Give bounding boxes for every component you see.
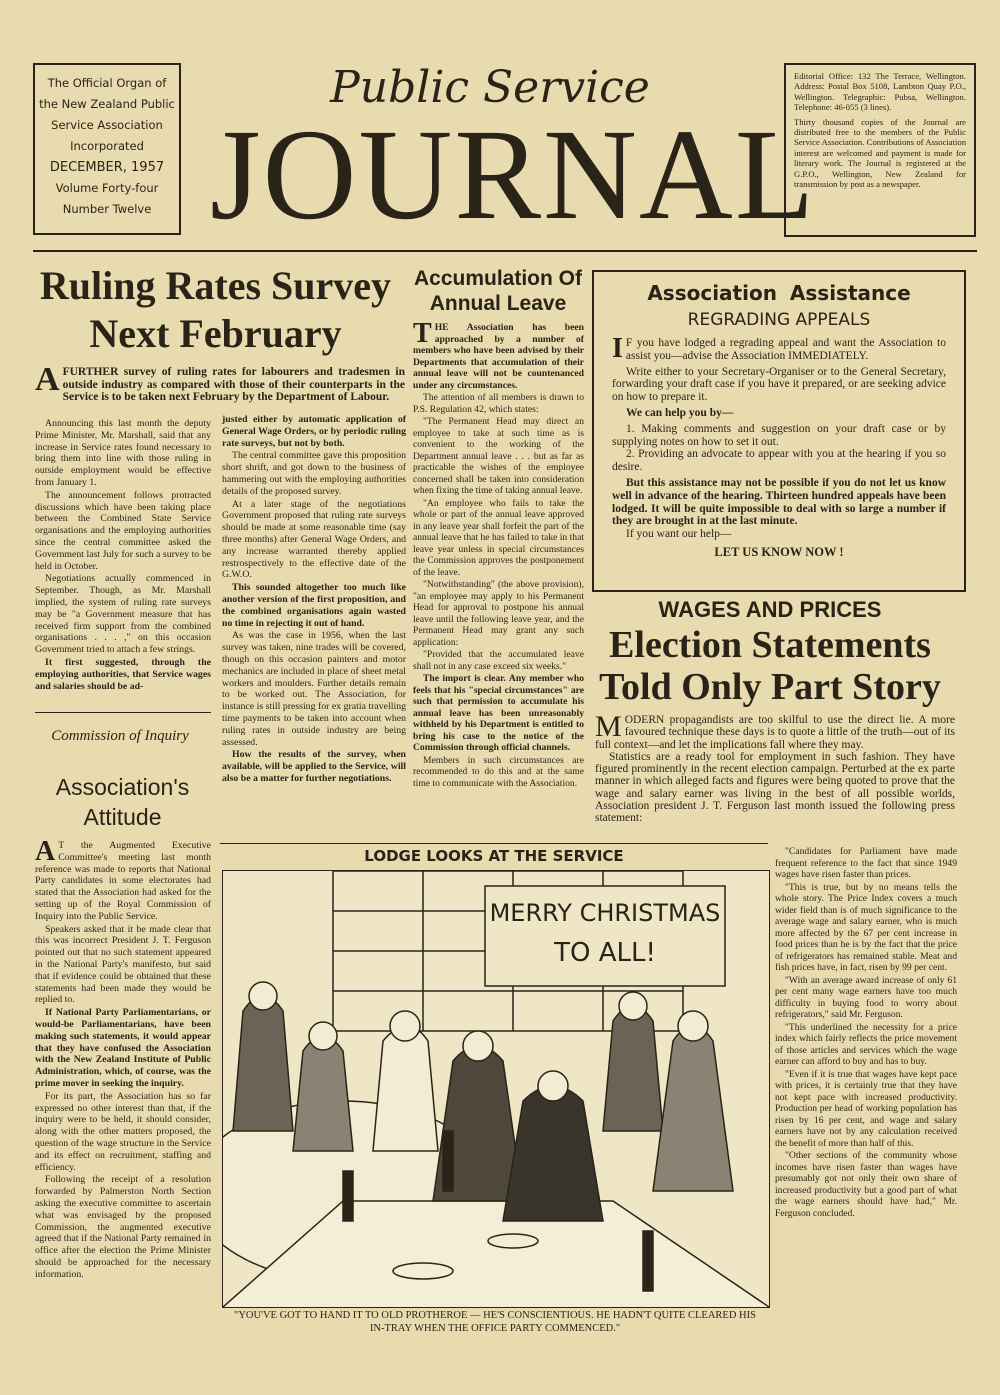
number: Number Twelve xyxy=(62,202,152,216)
masthead-line: The Official Organ of xyxy=(47,76,167,90)
paragraph: This sounded altogether too much like another version of the first proposition, and the combined organisations again wasted no time in rejecting it out of hand. xyxy=(222,582,406,629)
masthead-info-box xyxy=(33,63,181,235)
drop-cap: A xyxy=(35,836,56,867)
headline-line: Next February xyxy=(89,311,342,356)
title-top: Public Service xyxy=(330,62,650,113)
paragraph-text: F you have lodged a regrading appeal and want the Association to assist you—advise the Association IMMEDIATELY. xyxy=(625,337,946,362)
paragraph: "The Permanent Head may direct an employee to take at such time as is convenient to the working of the Department annual leave . . . but as far as practicable the wishes of the employee concerned shall be taken into consideration when fixing the time of taking annual leave. xyxy=(413,416,584,496)
paragraph: "Candidates for Parliament have made frequent reference to the fact that since 1949 wages have risen faster than prices. xyxy=(775,846,957,880)
paragraph: If National Party Parliamentarians, or would-be Parliamentarians, have been making such statements, it would appear that they have confused the Association with the New Zealand Institute of Public Administration, which, of course, was the prime mover in seeking the inquiry. xyxy=(35,1007,211,1089)
drop-cap: M xyxy=(595,710,622,743)
headline-line: Told Only Part Story xyxy=(599,666,941,708)
assistance-body xyxy=(612,333,946,559)
distribution-note: Thirty thousand copies of the Journal are distributed free to the members of the Public Service Association. Contributions of Association interest are welcomed and payment is made for literary work. The Journal is registered at the G.P.O., Wellington, New Zealand for transmission by post as a newspaper. xyxy=(794,116,966,190)
paragraph: How the results of the survey, when available, will be applied to the Service, will also be a matter for further negotiations. xyxy=(222,749,406,784)
editorial-address: Editorial Office: 132 The Terrace, Wellington. Address: Postal Box 5108, Lambton Quay P.O., Wellington. Telegraphic: Pubsa, Wellington. Telephone: 46-055 (3 lines). xyxy=(794,71,966,113)
paragraph: For its part, the Association has so far expressed no other interest than that, if the inquiry were to be held, it should consider, along with the other matters proposed, the question of the wage structure in the Service and its effect on recruitment, staffing and efficiency. xyxy=(35,1090,211,1173)
commission-body xyxy=(35,836,211,1281)
election-headline xyxy=(585,624,955,708)
assistance-headline: Association Assistance xyxy=(647,281,911,305)
ruling-col1 xyxy=(35,418,211,693)
issue-date: DECEMBER, 1957 xyxy=(49,160,165,175)
election-lead xyxy=(595,710,955,825)
volume: Volume Forty-four xyxy=(55,181,159,195)
paragraph: "Other sections of the community whose incomes have risen faster than wages have presumably got not only their own share of increased productivity but a good part of what the wage earners should have had," Mr. Ferguson concluded. xyxy=(775,1150,957,1219)
election-kicker: WAGES AND PRICES xyxy=(658,597,882,622)
assistance-subhead: REGRADING APPEALS xyxy=(687,310,871,330)
drop-cap: A xyxy=(35,361,60,398)
paragraph-text: T the Augmented Executive Committee's meeting last month reference was made to reports that National Party candidates in some electorates had stated that the Association had asked for the setting up of the Royal Commission of Inquiry into the Public Service. xyxy=(35,840,211,922)
paragraph: We can help you by— xyxy=(626,406,734,419)
paragraph: Members in such circumstances are recommended to do this and at the same time to communicate with the Association. xyxy=(413,754,584,789)
paragraph-text: ODERN propagandists are too skilful to use the direct lie. A more favoured technique these days is to quote a little of the truth—out of its full context—and let the implications fall where they may. xyxy=(595,714,955,751)
ruling-lead xyxy=(35,361,405,404)
paragraph: The attention of all members is drawn to P.S. Regulation 42, which states: xyxy=(413,392,584,415)
paragraph: "An employee who fails to take the whole or part of the annual leave approved in any leave year shall forfeit the part of the annual leave that he has failed to take in that leave year unless in special circumstances the Commission approves the postponement of the leave. xyxy=(413,497,584,578)
cartoon-drawing xyxy=(223,871,769,1307)
paragraph: It first suggested, through the employing authorities, that Service wages and salaries should be ad- xyxy=(35,656,211,692)
masthead-line: the New Zealand Public xyxy=(39,97,175,111)
paragraph: Negotiations actually commenced in September. Though, as Mr. Marshall implied, the system of ruling rate surveys may be "a Government measure that has received firm support from the combined organisations . . . ," on this occasion Government tried to attach a few strings. xyxy=(35,573,211,656)
masthead-line: Incorporated xyxy=(70,139,144,153)
paragraph xyxy=(35,836,211,923)
call-to-action: LET US KNOW NOW ! xyxy=(714,544,844,559)
commission-kicker: Commission of Inquiry xyxy=(51,728,189,744)
paragraph: The announcement follows protracted discussions which have been taking place between the Combined State Service organisations and the employing authorities since the central committee asked the Government last July for such a survey to be held in October. xyxy=(35,489,211,572)
cartoon-header: LODGE LOOKS AT THE SERVICE xyxy=(364,847,624,865)
banner-line-1: MERRY CHRISTMAS xyxy=(489,899,721,927)
editorial-info-box xyxy=(784,63,976,237)
commission-headline: Association's Attitude xyxy=(55,774,190,830)
drop-cap: T xyxy=(413,318,432,349)
paragraph: 1. Making comments and suggestion on your draft case or by supplying notes on how to set it out. xyxy=(612,422,946,448)
paragraph: "Provided that the accumulated leave shall not in any case exceed six weeks." xyxy=(413,649,584,672)
paragraph: But this assistance may not be possible if you do not let us know well in advance of the hearing. Thirteen hundred appeals have been lodged. It will be quite impossible to deal with so large a number if they are brought in at the last minute. xyxy=(612,476,946,528)
paragraph: At a later stage of the negotiations Government proposed that ruling rate surveys should be made at some reasonable time (say three months) after General Wage Orders, and any increase warranted thereby applied restrospectively to the effective date of the G.W.O. xyxy=(222,498,406,581)
paragraph: "This underlined the necessity for a price index which fairly reflects the price movement of those articles and services which the wage earner can afford to buy and has to buy. xyxy=(775,1021,957,1067)
paragraph: Write either to your Secretary-Organiser or to the General Secretary, forwarding your draft case if you have it prepared, or are seeking advice on how to prepare it. xyxy=(612,365,946,404)
lead-text: FURTHER survey of ruling rates for labourers and tradesmen in outside industry as compared with those of their counterparts in the Service is to be taken next February by the Department of Labour. xyxy=(62,366,405,403)
paragraph: The import is clear. Any member who feels that his "special circumstances" are such that permission to accumulate his annual leave has been unreasonably withheld by his Department is entitled to bring his case to the notice of the Commission through official channels. xyxy=(413,673,584,753)
headline-line: Ruling Rates Survey xyxy=(39,263,392,308)
paragraph: Announcing this last month the deputy Prime Minister, Mr. Marshall, said that any increase in Service rates found necessary to bring them into line with those ruling in outside employment would be effective from January 1. xyxy=(35,418,211,488)
paragraph-text: HE Association has been approached by a number of members who have been advised by their Departments that accumulation of their annual leave will not be countenanced under any circumstances. xyxy=(413,322,584,391)
paragraph: "Even if it is true that wages have kept pace with prices, it is certainly true that they have not kept pace with increased productivity. Production per head of working population has risen by 16 per cent, and wage and salary earners have not by any calculation received the benefit of more than half of this. xyxy=(775,1068,957,1149)
banner-line-2: TO ALL! xyxy=(554,938,656,968)
title-main: JOURNAL xyxy=(210,103,817,247)
masthead-rule xyxy=(33,250,977,252)
cartoon-caption: "YOU'VE GOT TO HAND IT TO OLD PROTHEROE — HE'S CONSCIENTIOUS. HE HADN'T QUITE CLEARED HIS IN-TRAY WHEN THE OFFICE PARTY COMMENCED." xyxy=(234,1310,756,1334)
leave-headline: Accumulation Of Annual Leave xyxy=(413,267,582,315)
paragraph xyxy=(413,318,584,391)
paragraph: The central committee gave this proposition short shrift, and got down to the business of hammering out with the employing authorities details of the proposed survey. xyxy=(222,450,406,497)
headline-line: Election Statements xyxy=(609,624,931,666)
cartoon-illustration xyxy=(222,870,770,1308)
paragraph: "This is true, but by no means tells the whole story. The Price Index covers a much wider field than is of much significance to the average wage and salary earner, who is much more affected by the 67 per cent increase in food prices than he is by the fact that the price of refrigerators has remained stable. Meat and fish prices have, in fact, risen by 99 per cent. xyxy=(775,881,957,973)
ruling-headline xyxy=(33,262,398,358)
masthead-line: Service Association xyxy=(51,118,163,132)
divider xyxy=(35,712,211,713)
paragraph: Following the receipt of a resolution forwarded by Palmerston North Section asking the executive committee to ascertain what was envisaged by the proposed Commission, the augmented executive agreed that if the National Party remained in office after the election the Prime Minister should be approached for the necessary information. xyxy=(35,1174,211,1280)
leave-body xyxy=(413,318,584,790)
paragraph: Speakers asked that it be made clear that this was incorrect President J. T. Ferguson pointed out that no such statement appeared in the National Party's manifesto, but said that if evidence could be obtained that these statements had been made they would be replied to. xyxy=(35,923,211,1006)
paragraph: As was the case in 1956, when the last survey was taken, nine trades will be covered, though on this occasion painters and motor mechanics are included in place of sheet metal workers and moulders. Further details remain to be worked out. The Association, for instance is still pressing for ex gratia travelling time payments to be taken into account when ruling rates in outside industry are being assessed. xyxy=(222,630,406,748)
divider xyxy=(220,843,768,844)
paragraph: "Notwithstanding" (the above provision), "an employee may apply to his Permanent Head for approval to postpone his annual leave until the following leave year, and the Permanent Head may grant any such application: xyxy=(413,579,584,648)
drop-cap: I xyxy=(612,333,623,364)
paragraph: Statistics are a ready tool for employment in such fashion. They have figured prominently in the recent election campaign. Perturbed at the ex parte manner in which alleged facts and figures were being quoted to prove that the wage and salary earner was living in the best of all possible worlds, Association president J. T. Ferguson last month issued the following press statement: xyxy=(595,750,955,825)
paragraph: If you want our help— xyxy=(626,528,732,541)
election-col xyxy=(775,846,957,1220)
assistance-box xyxy=(592,270,966,592)
paragraph: "With an average award increase of only 61 per cent many wage earners have too much difficulty in buying food to worry about refrigerators," said Mr. Ferguson. xyxy=(775,974,957,1020)
ruling-col2 xyxy=(222,414,406,786)
paragraph: justed either by automatic application of General Wage Orders, or by periodic ruling rate surveys, but not by both. xyxy=(222,414,406,449)
paragraph: 2. Providing an advocate to appear with you at the hearing if you so desire. xyxy=(612,448,946,474)
